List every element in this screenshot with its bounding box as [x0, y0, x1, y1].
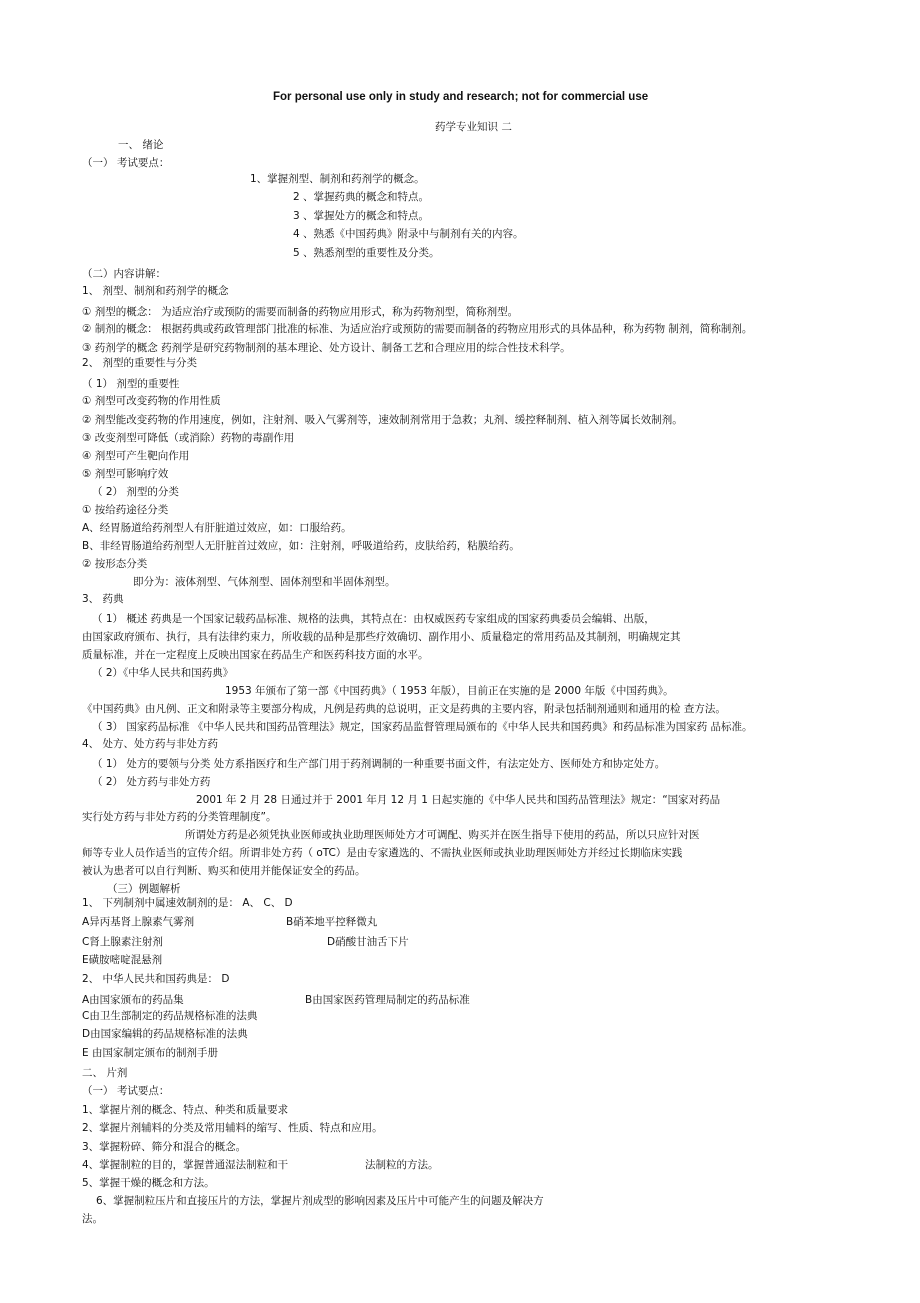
text-line: （ 2） 处方药与非处方药	[92, 776, 211, 788]
option-b: B由国家医药管理局制定的药品标准	[305, 994, 470, 1006]
text-line: （ 2）《中华人民共和国药典》	[92, 667, 234, 679]
text-line: （ 1） 概述 药典是一个国家记载药品标准、规格的法典，其特点在：由权威医药专家组成的国家药典委员会编辑、出版，	[92, 613, 655, 625]
text-line: ⑤ 剂型可影响疗效	[82, 468, 169, 480]
list-item: 5 、熟悉剂型的重要性及分类。	[293, 247, 440, 259]
text-line: 2001 年 2 月 28 日通过并于 2001 年月 12 月 1 日起实施的《中华人民共和国药品管理法》规定：“国家对药品	[196, 794, 721, 806]
option-c: C肾上腺素注射剂	[82, 936, 163, 948]
text-line: 2、 剂型的重要性与分类	[82, 357, 198, 369]
list-item: 4 、熟悉《中国药典》附录中与制剂有关的内容。	[293, 228, 524, 240]
list-item: 2 、掌握药典的概念和特点。	[293, 191, 430, 203]
list-item: 4、掌握制粒的目的，掌握普通湿法制粒和干	[82, 1159, 289, 1171]
text-line: ① 剂型的概念： 为适应治疗或预防的需要而制备的药物应用形式，称为药物剂型，简称剂型。	[82, 306, 519, 318]
section-heading: 一、 绪论	[118, 139, 164, 151]
text-line: 1、 剂型、制剂和药剂学的概念	[82, 285, 229, 297]
header-note: For personal use only in study and research; not for commercial use	[273, 91, 649, 103]
list-item: 法。	[82, 1213, 103, 1225]
list-item: 3、掌握粉碎、筛分和混合的概念。	[82, 1141, 247, 1153]
list-item: 5、掌握干燥的概念和方法。	[82, 1177, 215, 1189]
text-line: （一） 考试要点：	[82, 1085, 170, 1097]
text-line: ② 按形态分类	[82, 558, 148, 570]
list-item: 2、掌握片剂辅料的分类及常用辅料的缩写、性质、特点和应用。	[82, 1122, 383, 1134]
option-b: B硝苯地平控释微丸	[286, 916, 378, 928]
text-line: （ 1） 处方的要领与分类 处方系指医疗和生产部门用于药剂调制的一种重要书面文件，有法定处方、医师处方和协定处方。	[92, 758, 666, 770]
text-line: ① 按给药途径分类	[82, 504, 169, 516]
text-line: （三）例题解析	[107, 883, 181, 895]
text-line: ② 制剂的概念： 根据药典或药政管理部门批准的标准、为适应治疗或预防的需要而制备的药物应用形式的具体品种，称为药物 制剂，简称制剂。	[82, 323, 753, 335]
text-line: 《中国药典》由凡例、正文和附录等主要部分构成，凡例是药典的总说明，正文是药典的主要内容，附录包括制剂通则和通用的检 查方法。	[82, 703, 726, 715]
list-item: 1、掌握剂型、制剂和药剂学的概念。	[250, 173, 425, 185]
option-e: E磺胺嘧啶混悬剂	[82, 954, 163, 966]
list-item: 1、掌握片剂的概念、特点、种类和质量要求	[82, 1104, 289, 1116]
text-line: 即分为：液体剂型、气体剂型、固体剂型和半固体剂型。	[133, 576, 396, 588]
option-c: C由卫生部制定的药品规格标准的法典	[82, 1010, 258, 1022]
text-line: 1953 年颁布了第一部《中国药典》（ 1953 年版），目前正在实施的是 2000 年版《中国药典》。	[225, 685, 674, 697]
option-a: A由国家颁布的药品集	[82, 994, 184, 1006]
text-line: ③ 改变剂型可降低（或消除）药物的毒副作用	[82, 432, 295, 444]
text-line: 质量标准，并在一定程度上反映出国家在药品生产和医药科技方面的水平。	[82, 649, 429, 661]
text-line: 被认为患者可以自行判断、购买和使用并能保证安全的药品。	[82, 865, 366, 877]
text-line: 1、 下列制剂中属速效制剂的是： A、 C、 D	[82, 897, 293, 909]
text-line: ① 剂型可改变药物的作用性质	[82, 395, 221, 407]
text-line: 3、 药典	[82, 593, 124, 605]
text-line: （二）内容讲解：	[82, 268, 166, 280]
option-d: D硝酸甘油舌下片	[327, 936, 409, 948]
text-line: （ 2） 剂型的分类	[92, 486, 179, 498]
text-line: （一） 考试要点：	[82, 157, 170, 169]
text-line: B、非经胃肠道给药剂型人无肝脏首过效应，如：注射剂，呼吸道给药，皮肤给药，粘膜给药。	[82, 540, 520, 552]
document-title: 药学专业知识 二	[435, 121, 512, 133]
text-line: 师等专业人员作适当的宣传介绍。所谓非处方药（ oTC）是由专家遴选的、不需执业医师或执业助理医师处方并经过长期临床实践	[82, 847, 683, 859]
text-line: 由国家政府颁布、执行，具有法律约束力，所收载的品种是那些疗效确切、副作用小、质量稳定的常用药品及其制剂，明确规定其	[82, 631, 681, 643]
text-line: 2、 中华人民共和国药典是： D	[82, 973, 230, 985]
list-item: 3 、掌握处方的概念和特点。	[293, 210, 430, 222]
section-heading: 二、 片剂	[82, 1067, 128, 1079]
option-d: D由国家编辑的药品规格标准的法典	[82, 1028, 248, 1040]
list-item: 6、掌握制粒压片和直接压片的方法，掌握片剂成型的影响因素及压片中可能产生的问题及解决方	[96, 1195, 544, 1207]
text-line: 所谓处方药是必须凭执业医师或执业助理医师处方才可调配、购买并在医生指导下使用的药品，所以只应针对医	[185, 829, 700, 841]
text-line: ③ 药剂学的概念 药剂学是研究药物制剂的基本理论、处方设计、制备工艺和合理应用的综合性技术科学。	[82, 342, 571, 354]
text-line: ② 剂型能改变药物的作用速度，例如，注射剂、吸入气雾剂等，速效制剂常用于急救；丸剂、缓控释制剂、植入剂等属长效制剂。	[82, 414, 683, 426]
text-line: A、经胃肠道给药剂型人有肝脏道过效应，如：口服给药。	[82, 522, 352, 534]
list-item: 法制粒的方法。	[365, 1159, 439, 1171]
text-line: （ 1） 剂型的重要性	[82, 378, 180, 390]
option-a: A异丙基肾上腺素气雾剂	[82, 916, 195, 928]
text-line: 实行处方药与非处方药的分类管理制度”。	[82, 811, 277, 823]
text-line: 4、 处方、处方药与非处方药	[82, 738, 219, 750]
text-line: （ 3） 国家药品标准 《中华人民共和国药品管理法》规定，国家药品监督管理局颁布的《中华人民共和国药典》和药品标准为国家药 品标准。	[92, 721, 753, 733]
option-e: E 由国家制定颁布的制剂手册	[82, 1047, 218, 1059]
text-line: ④ 剂型可产生靶向作用	[82, 450, 190, 462]
